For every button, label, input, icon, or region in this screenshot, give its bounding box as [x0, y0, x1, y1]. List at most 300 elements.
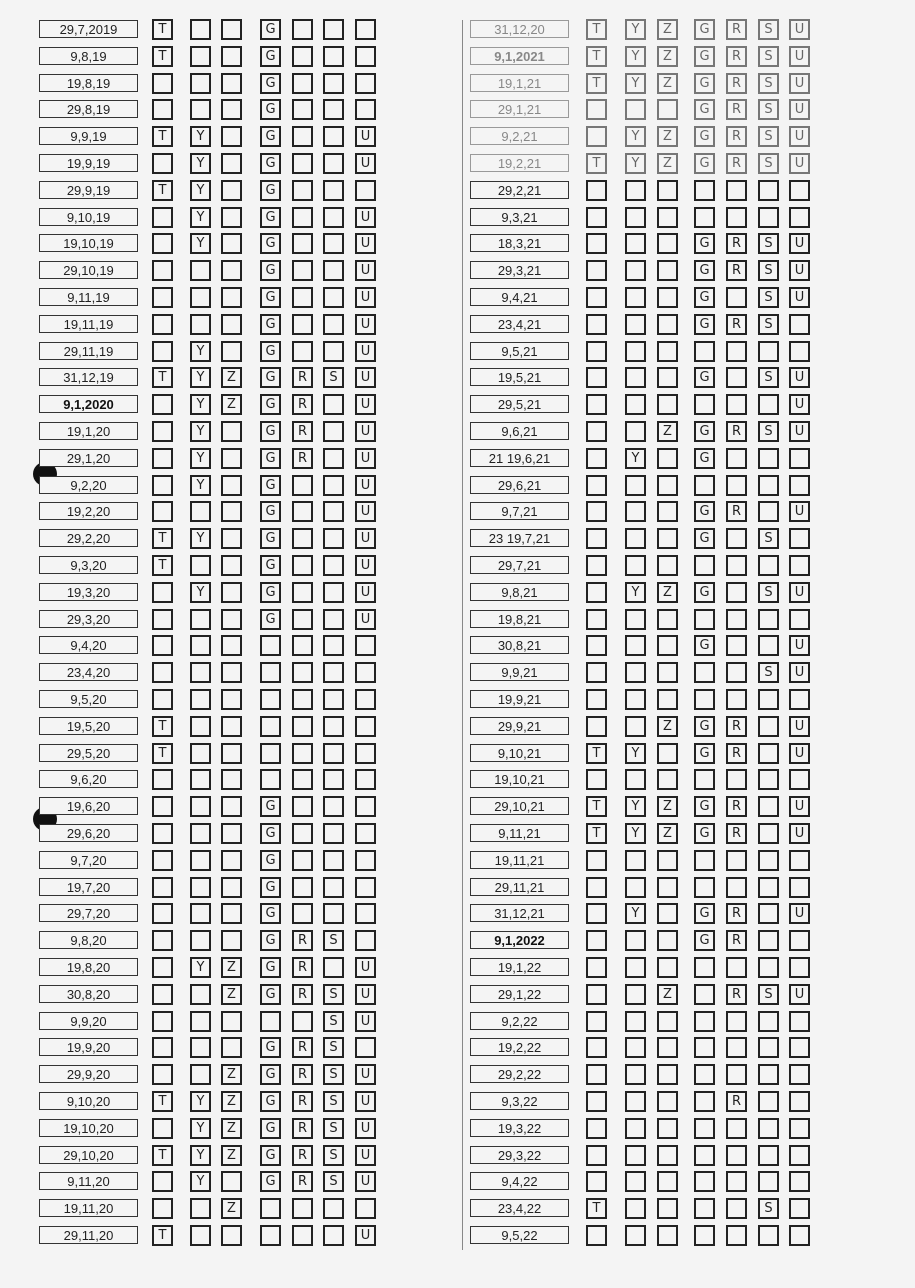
- check-box: Y: [190, 1145, 211, 1166]
- check-box: G: [260, 314, 281, 335]
- check-box: [657, 367, 678, 388]
- check-box: G: [694, 823, 715, 844]
- check-box: [292, 99, 313, 120]
- check-box: G: [260, 180, 281, 201]
- check-box: [586, 207, 607, 228]
- check-box: U: [789, 287, 810, 308]
- check-box: [221, 501, 242, 522]
- check-box: Y: [625, 46, 646, 67]
- check-box: [625, 1171, 646, 1192]
- check-box: [323, 769, 344, 790]
- check-box: [355, 46, 376, 67]
- row-date: 19,10,21: [470, 770, 569, 788]
- check-box: [586, 769, 607, 790]
- check-box: [323, 126, 344, 147]
- check-box: G: [260, 1064, 281, 1085]
- check-box: [657, 1225, 678, 1246]
- check-box: G: [260, 394, 281, 415]
- check-box: [221, 903, 242, 924]
- check-box: R: [726, 153, 747, 174]
- check-box: T: [152, 126, 173, 147]
- check-box: [726, 394, 747, 415]
- check-box: [221, 823, 242, 844]
- check-box: Y: [190, 421, 211, 442]
- check-box: R: [726, 73, 747, 94]
- check-box: [190, 903, 211, 924]
- check-box: R: [726, 1091, 747, 1112]
- check-box: U: [355, 957, 376, 978]
- check-box: [726, 287, 747, 308]
- check-box: [694, 341, 715, 362]
- check-box: [292, 1198, 313, 1219]
- check-box: [355, 19, 376, 40]
- check-box: U: [789, 367, 810, 388]
- check-box: [152, 99, 173, 120]
- check-box: [152, 207, 173, 228]
- check-box: [152, 1037, 173, 1058]
- check-box: [355, 73, 376, 94]
- check-box: [221, 850, 242, 871]
- row-date: 31,12,20: [470, 20, 569, 38]
- check-box: [625, 501, 646, 522]
- check-box: G: [260, 555, 281, 576]
- row-date: 9,3,21: [470, 208, 569, 226]
- check-box: [190, 743, 211, 764]
- check-box: [292, 796, 313, 817]
- check-box: R: [726, 421, 747, 442]
- check-box: U: [355, 207, 376, 228]
- check-box: G: [260, 207, 281, 228]
- check-box: [221, 555, 242, 576]
- check-box: [586, 99, 607, 120]
- check-box: [355, 180, 376, 201]
- row-date: 9,6,20: [39, 770, 138, 788]
- check-box: [292, 501, 313, 522]
- check-box: [625, 635, 646, 656]
- check-box: U: [355, 421, 376, 442]
- check-box: [323, 635, 344, 656]
- check-box: Y: [190, 367, 211, 388]
- check-box: [221, 153, 242, 174]
- check-box: [323, 689, 344, 710]
- check-box: Y: [190, 582, 211, 603]
- row-date: 19,11,19: [39, 315, 138, 333]
- check-box: [152, 877, 173, 898]
- check-box: [190, 555, 211, 576]
- check-box: [221, 877, 242, 898]
- check-box: T: [586, 73, 607, 94]
- check-box: [789, 1011, 810, 1032]
- row-date: 9,10,20: [39, 1092, 138, 1110]
- row-date: 9,11,20: [39, 1172, 138, 1190]
- check-box: T: [152, 528, 173, 549]
- check-box: G: [260, 984, 281, 1005]
- check-box: Y: [190, 475, 211, 496]
- check-box: Z: [221, 1145, 242, 1166]
- row-date: 31,12,19: [39, 368, 138, 386]
- check-box: [323, 796, 344, 817]
- check-box: [758, 501, 779, 522]
- check-box: U: [789, 394, 810, 415]
- row-date: 29,10,21: [470, 797, 569, 815]
- check-box: [323, 662, 344, 683]
- check-box: [758, 635, 779, 656]
- check-box: [260, 689, 281, 710]
- check-box: [190, 1198, 211, 1219]
- check-box: [625, 1091, 646, 1112]
- check-box: S: [323, 367, 344, 388]
- check-box: [152, 1118, 173, 1139]
- check-box: [726, 1225, 747, 1246]
- check-box: [758, 930, 779, 951]
- row-date: 19,8,20: [39, 958, 138, 976]
- check-box: [726, 582, 747, 603]
- check-box: [221, 207, 242, 228]
- check-box: G: [694, 19, 715, 40]
- check-box: [657, 394, 678, 415]
- check-box: R: [726, 501, 747, 522]
- check-box: [758, 1118, 779, 1139]
- check-box: [789, 1064, 810, 1085]
- check-box: T: [152, 1225, 173, 1246]
- check-box: [726, 207, 747, 228]
- row-date: 9,2,21: [470, 127, 569, 145]
- row-date: 9,6,21: [470, 422, 569, 440]
- check-box: [758, 180, 779, 201]
- check-box: Y: [625, 743, 646, 764]
- check-box: [625, 207, 646, 228]
- check-box: [726, 341, 747, 362]
- row-date: 19,11,20: [39, 1199, 138, 1217]
- row-date: 29,9,21: [470, 717, 569, 735]
- check-box: U: [355, 609, 376, 630]
- check-box: U: [355, 528, 376, 549]
- row-date: 19,5,21: [470, 368, 569, 386]
- row-date: 29,9,20: [39, 1065, 138, 1083]
- check-box: [355, 662, 376, 683]
- check-box: U: [789, 662, 810, 683]
- check-box: R: [292, 1091, 313, 1112]
- row-date: 9,1,2020: [39, 395, 138, 413]
- check-box: [586, 394, 607, 415]
- check-box: G: [260, 796, 281, 817]
- check-box: [789, 769, 810, 790]
- row-date: 29,7,21: [470, 556, 569, 574]
- check-box: U: [789, 153, 810, 174]
- check-box: [292, 475, 313, 496]
- check-box: [758, 957, 779, 978]
- row-date: 9,2,22: [470, 1012, 569, 1030]
- check-box: [355, 1037, 376, 1058]
- row-date: 23,4,20: [39, 663, 138, 681]
- check-box: G: [260, 501, 281, 522]
- check-box: [586, 421, 607, 442]
- check-box: Y: [625, 19, 646, 40]
- check-box: G: [694, 796, 715, 817]
- check-box: [694, 769, 715, 790]
- check-box: U: [789, 73, 810, 94]
- check-box: [152, 903, 173, 924]
- check-box: U: [355, 314, 376, 335]
- check-box: R: [292, 448, 313, 469]
- check-box: Y: [625, 823, 646, 844]
- row-date: 31,12,21: [470, 904, 569, 922]
- check-box: [323, 609, 344, 630]
- check-box: [323, 475, 344, 496]
- check-box: [789, 877, 810, 898]
- check-box: [789, 1037, 810, 1058]
- check-box: [694, 1091, 715, 1112]
- check-box: [657, 1198, 678, 1219]
- check-box: [355, 716, 376, 737]
- check-box: [726, 1145, 747, 1166]
- check-box: [190, 877, 211, 898]
- check-box: [190, 314, 211, 335]
- row-date: 9,9,20: [39, 1012, 138, 1030]
- check-box: [260, 716, 281, 737]
- check-box: U: [355, 475, 376, 496]
- column-divider: [462, 20, 463, 1250]
- check-box: [625, 689, 646, 710]
- check-box: [789, 609, 810, 630]
- check-box: [323, 957, 344, 978]
- check-box: [586, 475, 607, 496]
- check-box: [152, 850, 173, 871]
- row-date: 19,10,19: [39, 234, 138, 252]
- row-date: 29,5,21: [470, 395, 569, 413]
- check-box: R: [292, 1037, 313, 1058]
- check-box: [694, 555, 715, 576]
- check-box: [190, 1225, 211, 1246]
- check-box: [152, 689, 173, 710]
- check-box: [726, 877, 747, 898]
- check-box: [789, 475, 810, 496]
- check-box: G: [260, 609, 281, 630]
- check-box: [694, 1145, 715, 1166]
- check-box: [190, 850, 211, 871]
- check-box: [694, 1037, 715, 1058]
- row-date: 29,3,20: [39, 610, 138, 628]
- check-box: [152, 1171, 173, 1192]
- row-date: 29,10,19: [39, 261, 138, 279]
- check-box: [190, 73, 211, 94]
- check-box: U: [789, 19, 810, 40]
- check-box: S: [758, 73, 779, 94]
- row-date: 29,1,20: [39, 449, 138, 467]
- check-box: R: [292, 957, 313, 978]
- check-box: [323, 19, 344, 40]
- check-box: G: [694, 528, 715, 549]
- check-box: R: [726, 19, 747, 40]
- check-box: [758, 850, 779, 871]
- check-box: [657, 341, 678, 362]
- check-box: [260, 1225, 281, 1246]
- check-box: [694, 180, 715, 201]
- check-box: [657, 903, 678, 924]
- check-box: [292, 1011, 313, 1032]
- check-box: [190, 796, 211, 817]
- check-box: [657, 287, 678, 308]
- check-box: [221, 743, 242, 764]
- check-box: [586, 367, 607, 388]
- check-box: T: [152, 180, 173, 201]
- check-box: S: [758, 582, 779, 603]
- check-box: [221, 1037, 242, 1058]
- check-box: [758, 796, 779, 817]
- check-box: [586, 180, 607, 201]
- check-box: G: [694, 448, 715, 469]
- check-box: [323, 448, 344, 469]
- check-box: [323, 207, 344, 228]
- check-box: U: [355, 582, 376, 603]
- check-box: [625, 394, 646, 415]
- check-box: [586, 903, 607, 924]
- check-box: T: [152, 1091, 173, 1112]
- check-box: [586, 689, 607, 710]
- check-box: [355, 930, 376, 951]
- check-box: [355, 743, 376, 764]
- check-box: [657, 1037, 678, 1058]
- check-box: [323, 233, 344, 254]
- check-box: Z: [221, 957, 242, 978]
- check-box: [625, 1011, 646, 1032]
- check-box: Y: [625, 73, 646, 94]
- check-box: G: [260, 1145, 281, 1166]
- check-box: R: [292, 421, 313, 442]
- check-box: [292, 716, 313, 737]
- check-box: [221, 260, 242, 281]
- row-date: 29,2,22: [470, 1065, 569, 1083]
- row-date: 29,11,21: [470, 878, 569, 896]
- check-box: T: [586, 19, 607, 40]
- check-box: [694, 689, 715, 710]
- check-box: U: [355, 1145, 376, 1166]
- check-box: [586, 1064, 607, 1085]
- row-date: 9,9,19: [39, 127, 138, 145]
- check-box: [657, 180, 678, 201]
- check-box: T: [152, 46, 173, 67]
- check-box: [221, 662, 242, 683]
- check-box: [221, 421, 242, 442]
- check-box: [355, 99, 376, 120]
- check-box: S: [323, 1037, 344, 1058]
- check-box: [758, 448, 779, 469]
- check-box: [221, 1225, 242, 1246]
- check-box: R: [292, 367, 313, 388]
- check-box: [625, 180, 646, 201]
- check-box: [789, 850, 810, 871]
- check-box: [586, 609, 607, 630]
- check-box: [625, 716, 646, 737]
- check-box: [758, 743, 779, 764]
- check-box: [694, 662, 715, 683]
- check-box: [221, 180, 242, 201]
- check-box: [221, 475, 242, 496]
- check-box: [152, 635, 173, 656]
- row-date: 19,3,22: [470, 1119, 569, 1137]
- check-box: U: [355, 367, 376, 388]
- check-box: [586, 1145, 607, 1166]
- check-box: [292, 689, 313, 710]
- check-box: [586, 260, 607, 281]
- check-box: G: [694, 46, 715, 67]
- check-box: [789, 341, 810, 362]
- check-box: [190, 930, 211, 951]
- check-box: [292, 743, 313, 764]
- check-box: U: [355, 1064, 376, 1085]
- row-date: 9,7,20: [39, 851, 138, 869]
- check-box: [657, 1064, 678, 1085]
- check-box: [758, 207, 779, 228]
- check-box: [726, 635, 747, 656]
- check-box: [292, 528, 313, 549]
- check-box: Y: [625, 903, 646, 924]
- check-box: [657, 233, 678, 254]
- check-box: [586, 1118, 607, 1139]
- row-date: 9,9,21: [470, 663, 569, 681]
- row-date: 9,10,19: [39, 208, 138, 226]
- check-box: [221, 769, 242, 790]
- check-box: Y: [190, 126, 211, 147]
- check-box: [657, 1091, 678, 1112]
- check-box: [221, 796, 242, 817]
- check-box: [789, 207, 810, 228]
- check-box: G: [260, 1118, 281, 1139]
- check-box: Z: [221, 1064, 242, 1085]
- row-date: 9,11,21: [470, 824, 569, 842]
- check-box: [190, 689, 211, 710]
- check-box: U: [355, 1171, 376, 1192]
- check-box: [292, 153, 313, 174]
- check-box: [657, 448, 678, 469]
- check-box: [789, 180, 810, 201]
- check-box: [190, 46, 211, 67]
- check-box: S: [323, 930, 344, 951]
- row-date: 29,3,22: [470, 1146, 569, 1164]
- check-box: [625, 930, 646, 951]
- check-box: [221, 1171, 242, 1192]
- check-box: U: [355, 984, 376, 1005]
- check-box: [152, 662, 173, 683]
- check-box: G: [260, 46, 281, 67]
- check-box: G: [694, 287, 715, 308]
- check-box: [355, 823, 376, 844]
- check-box: [758, 475, 779, 496]
- check-box: S: [758, 99, 779, 120]
- check-box: [152, 233, 173, 254]
- check-box: [221, 19, 242, 40]
- row-date: 21 19,6,21: [470, 449, 569, 467]
- check-box: R: [726, 796, 747, 817]
- check-box: [152, 448, 173, 469]
- check-box: [657, 769, 678, 790]
- check-box: [292, 46, 313, 67]
- check-box: [221, 582, 242, 603]
- check-box: [260, 743, 281, 764]
- check-box: [190, 823, 211, 844]
- check-box: [152, 1011, 173, 1032]
- check-box: Z: [221, 367, 242, 388]
- check-box: [625, 984, 646, 1005]
- check-box: [726, 957, 747, 978]
- check-box: [323, 743, 344, 764]
- check-box: S: [758, 19, 779, 40]
- row-date: 9,1,2021: [470, 47, 569, 65]
- check-box: U: [789, 743, 810, 764]
- check-box: U: [355, 1118, 376, 1139]
- check-box: R: [726, 314, 747, 335]
- check-box: [789, 1118, 810, 1139]
